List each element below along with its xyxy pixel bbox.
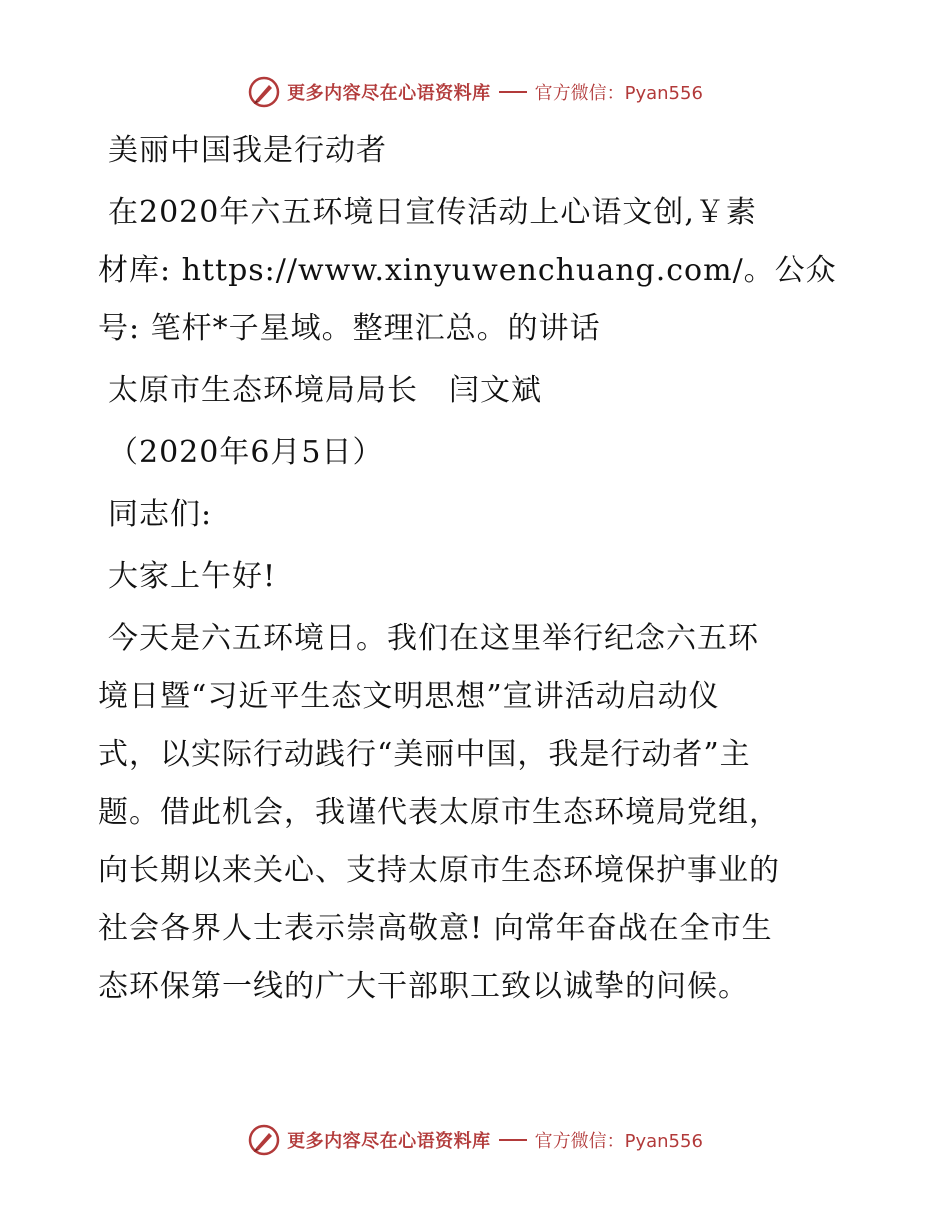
body-line: 题。借此机会，我谨代表太原市生态环境局党组，	[98, 795, 780, 830]
body-line: 式，以实际行动践行“美丽中国，我是行动者”主	[98, 737, 751, 772]
greeting: 大家上午好!	[108, 559, 277, 594]
date-line: （2020年6月5日）	[108, 435, 384, 470]
body-line: 境日暨“习近平生态文明思想”宣讲活动启动仪	[98, 679, 720, 714]
header-banner	[0, 72, 950, 112]
intro-line: 在2020年六五环境日宣传活动上心语文创,￥素	[108, 195, 757, 230]
body-line: 向长期以来关心、支持太原市生态环境保护事业的	[98, 853, 780, 888]
banner-main-text: 更多内容尽在心语资料库	[287, 83, 491, 104]
body-line: 今天是六五环境日。我们在这里举行纪念六五环	[108, 621, 759, 656]
footer-banner	[0, 1120, 950, 1160]
document-body	[98, 122, 858, 1016]
body-line: 态环保第一线的广大干部职工致以诚挚的问候。	[98, 969, 749, 1004]
document-title: 美丽中国我是行动者	[108, 133, 387, 168]
banner-main-text: 更多内容尽在心语资料库	[287, 1131, 491, 1152]
banner-divider	[499, 91, 527, 93]
body-line: 社会各界人士表示崇高敬意! 向常年奋战在全市生	[98, 911, 773, 946]
banner-wechat-text: 官方微信：Pyan556	[534, 83, 703, 104]
banner-divider	[499, 1139, 527, 1141]
banner-wechat-text: 官方微信：Pyan556	[534, 1131, 703, 1152]
intro-line: 材库: https://www.xinyuwenchuang.com/。公众	[98, 253, 837, 288]
salutation: 同志们:	[108, 497, 213, 532]
intro-line: 号: 笔杆*子星域。整理汇总。的讲话	[98, 311, 601, 346]
pen-logo-icon	[247, 1123, 281, 1157]
pen-logo-icon	[247, 75, 281, 109]
speaker-line: 太原市生态环境局局长 闫文斌	[108, 373, 542, 408]
